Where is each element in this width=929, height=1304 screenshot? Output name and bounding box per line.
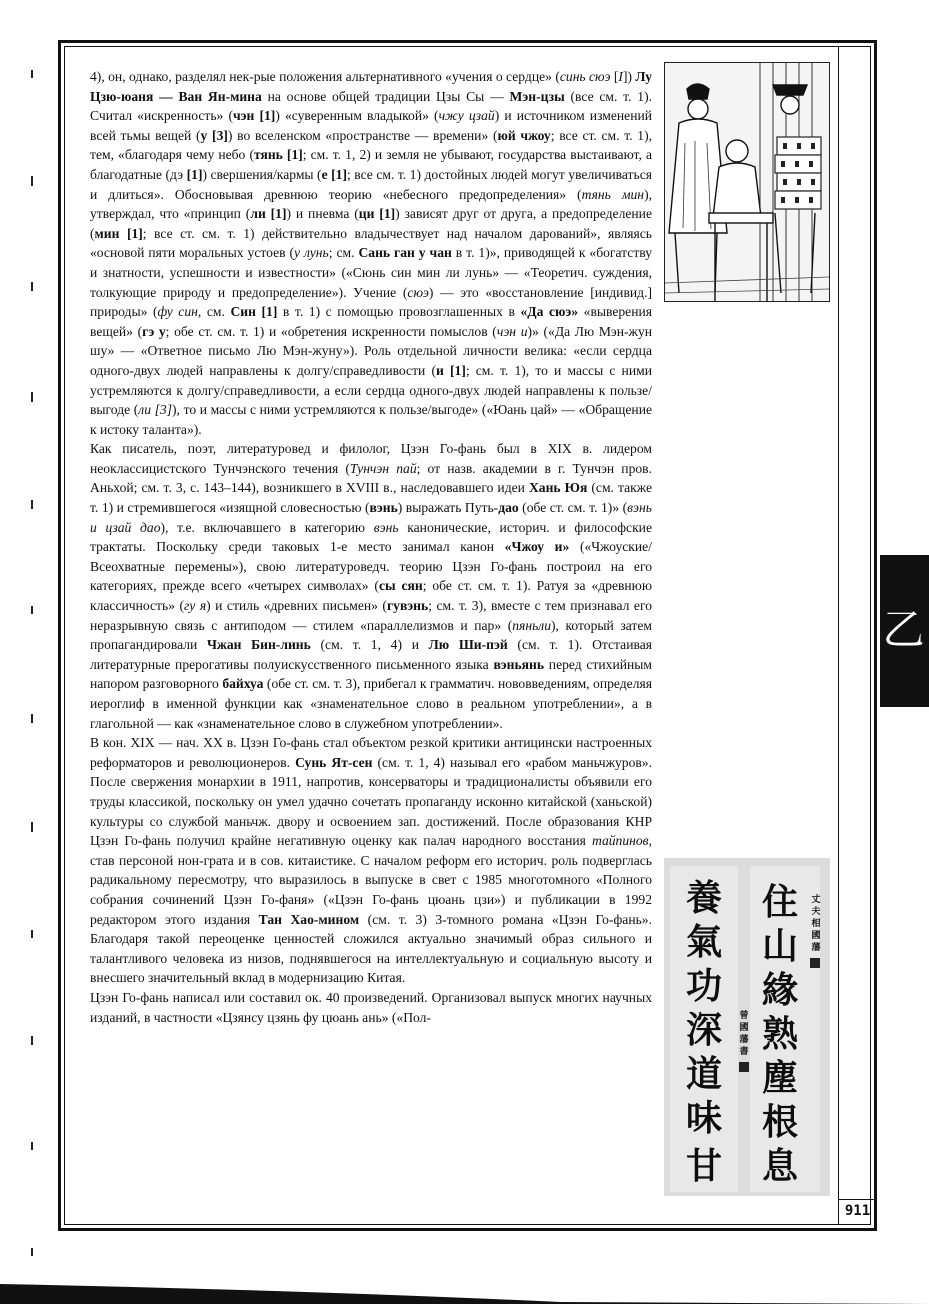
bold-term: чэн [1] (233, 108, 276, 124)
text-run: , см. (197, 304, 231, 320)
text-run: канонические, историч. и философские трактаты. Поскольку среди таковых 1-е место занимал канон (90, 519, 652, 555)
bold-term: и [1] (436, 362, 466, 378)
text-run: ) зависят друг от друга, а предопределение ( (90, 206, 652, 241)
text-run: ) выражать Путь- (397, 500, 499, 516)
calligraphy-left-char-3: 功 (685, 966, 723, 1007)
italic-term: ли [3] (138, 402, 173, 418)
scan-mark (31, 714, 33, 723)
calligraphy-left-char-6: 味 (685, 1098, 723, 1139)
woodcut-illustration (664, 62, 830, 302)
scan-mark (31, 70, 33, 78)
italic-term: сюэ (407, 284, 429, 300)
italic-term: тайпинов (591, 833, 649, 849)
calligraphy-left-char-5: 道 (685, 1054, 723, 1095)
scan-mark (31, 282, 33, 291)
scan-edge-shadow (0, 1278, 929, 1304)
bold-term: у [3] (200, 127, 228, 143)
bold-term: Син [1] (230, 304, 278, 320)
italic-term: Тунчэн пай (349, 460, 417, 476)
paragraph-4 (90, 988, 652, 1027)
text-run: ; все см. т. 1) достойных людей могут увеличиваться и длиться». Обосновывая древнюю теорию «небесного предопределения» ( (90, 166, 652, 202)
text-run: (см. также т. 1) и стремившегося «изящной словесностью ( (90, 480, 652, 516)
italic-term: гу я (184, 598, 207, 614)
italic-term: фу син (157, 304, 198, 320)
text-run: Цзэн Го-фань написал или составил ок. 40 произведений. Организовал выпуск многих научных изданий, в частности «Цзянсу цзянь фу цюань ань» («Пол- (90, 989, 652, 1025)
text-run: в т. 1) с помощью провозглашенных в (277, 304, 521, 320)
calligraphy-right-char-3: 緣 (761, 970, 799, 1011)
bold-term: юй чжоу (497, 127, 551, 143)
seal-stamp-left (739, 1062, 749, 1072)
text-run: )» («Да Лю Мэн-жун шу» — «Ответное письмо Лю Мэн-жуну»). Роль отдельной личности велика: «если сердца одного-двух людей направлены к долгу/справедливости ( (90, 323, 653, 378)
text-run: ), то и массы с ними устремляются к пользе/выгоде» («Юань цай» — «Обращение к истоку таланта»). (90, 402, 653, 437)
inscription-left-char-4: 書 (739, 1047, 749, 1057)
italic-term: пяньли (512, 617, 552, 633)
bold-term: Мэн-цзы (509, 88, 565, 104)
inscription-right-char-4: 國 (811, 931, 821, 941)
text-run: [ (610, 69, 619, 84)
text-run: (все см. т. 1). Считал «искренность» ( (90, 88, 652, 124)
text-run: (см. т. 1, 4) называл его «рабом маньчжуров». После свержения монархии в 1911, напротив, консерваторы и традиционалисты объявили его труды классикой, поскольку он умел удачно сочетать пропаганду исконно китайской (ханьской) культуры со службой маньчж. двору и освоением зап. достижений. После образования КНР Цзэн Го-фань получил крайне негативную оценку как палач народного восстания (90, 754, 653, 849)
side-column-rule (838, 46, 839, 1225)
scan-mark (31, 392, 33, 402)
bold-term: «Чжоу и» (504, 539, 570, 555)
calligraphy-right-char-1: 住 (761, 882, 799, 923)
text-run: (см. т. 3) 3-томного романа «Цзэн Го-фань». Благодаря такой переоценке ценностей сложился актуально значимый образ сильного и талантливого человека из низов, поднявшегося на интеллектуальную и социальную высоту и внесшего значительный вклад в модернизацию Китая. (90, 911, 653, 986)
text-run: ), который затем пропагандировали (90, 617, 652, 653)
italic-term: тянь мин (581, 186, 645, 202)
italic-term: синь сюэ (559, 69, 611, 84)
text-run: «выверения вещей» ( (90, 304, 652, 339)
bold-term: Чжан Бин-линь (207, 637, 311, 653)
text-run: ) «суверенным владыкой» ( (275, 108, 439, 124)
calligraphy-left-char-2: 氣 (685, 922, 723, 963)
bold-term: ли [1] (250, 206, 287, 222)
article-text-column (90, 67, 652, 1027)
bold-term: Лю Ши-пэй (428, 637, 508, 653)
italic-term: у лунь (294, 245, 329, 261)
calligraphy-right-char-5: 塵 (761, 1058, 799, 1099)
text-run: ; все ст. см. т. 1) действительно владычествует над началом дарований», являясь «основой пяти моральных устоев ( (90, 225, 652, 261)
calligraphy-left-char-7: 甘 (685, 1146, 723, 1187)
scan-mark (31, 930, 33, 938)
text-run: ) и пневма ( (286, 206, 359, 222)
paragraph-2 (90, 439, 652, 733)
text-run: ) — это «восстановление [индивид.] природы» ( (90, 284, 652, 320)
scan-mark (31, 822, 33, 832)
calligraphy-right-char-7: 息 (761, 1146, 799, 1187)
scan-mark (31, 1248, 33, 1256)
scan-mark (31, 500, 33, 509)
bold-term: дао (498, 500, 519, 516)
text-run: ), т.е. включавшего в категорию (160, 519, 374, 535)
italic-term: вэнь (373, 519, 399, 535)
text-run: ; см. т. 3), вместе с тем признавал его неразрывную связь с антиподом — стилем «параллелизмов и пар» ( (90, 598, 652, 633)
scan-mark (31, 606, 33, 614)
text-run: , став персоной нон-грата и в сов. китаистике. С началом реформ его историч. роль подверглась радикальному пересмотру, что выразилось в выпуске в свет с 1985 многотомного «Полного собрания сочинений Цзэн Го-фаня» («Цзэн Го-фань цюань цзи») и публикации в 1992 редактором этого издания (90, 833, 652, 927)
bold-term: вэньянь (493, 656, 545, 672)
inscription-right-char-5: 藩 (811, 943, 821, 953)
italic-term: чжу цзай (438, 108, 495, 124)
page-number: 911 (844, 1203, 871, 1219)
bold-term: Тан Хао-мином (258, 911, 360, 927)
text-run: в т. 1)», приводящей к «богатству и знатности, успешности и известности» («Сюнь син мин ли лунь» — «Теоретич. суждения, толкующие природу и предопределение»). Учение ( (90, 245, 653, 300)
calligraphy-right-char-6: 根 (761, 1102, 799, 1143)
seal-stamp-right (810, 958, 820, 968)
inscription-left-char-3: 藩 (739, 1035, 749, 1045)
bold-term: гэ у (142, 323, 166, 339)
calligraphy-right-char-2: 山 (761, 926, 799, 967)
bold-term: сы сян (378, 578, 423, 594)
text-run: ; см. (328, 245, 359, 261)
bold-term: Лу Цзю-юаня — Ван Ян-мина (90, 69, 652, 104)
text-run: 4), он, однако, разделял нек-рые положения альтернативного «учения о сердце» ( (90, 69, 560, 84)
text-run: ; см. т. 1), то и массы с ними устремляются к долгу/справедливости, а если сердца одного-двух людей направлены к пользе/выгоде ( (90, 362, 652, 418)
italic-term: чэн и (496, 323, 528, 339)
scan-mark (31, 1036, 33, 1045)
text-run: ) во вселенском «пространстве — времени» ( (227, 127, 498, 143)
text-run: (обе ст. см. т. 1)» ( (518, 500, 628, 516)
scan-mark (31, 176, 33, 186)
text-run: («Чжоуские/Всеохватные перемены»), свою литературоведч. теорию Цзэн Го-фань построил на его категориях, прежде всего «четырех символах» ( (90, 539, 652, 594)
text-run: ), утверждал, что «принцип ( (90, 186, 652, 222)
text-run: ; от назв. академии в г. Тунчэн пров. Аньхой; см. т. 3, с. 143–144), возникшего в XVIII в., наследовавшего идеи (90, 460, 652, 496)
text-run: перед стихийным напором разговорного (90, 656, 653, 692)
text-run: (см. т. 1). Отстаивая литературные прерогативы полуискусственного письменного языка (90, 637, 652, 672)
bold-term: Хань Юя (528, 480, 588, 496)
bold-term: мин [1] (94, 225, 143, 241)
inscription-left-char-2: 國 (739, 1023, 749, 1033)
text-run: Как писатель, поэт, литературовед и филолог, Цзэн Го-фань был в XIX в. лидером неоклассицистского Тунчэнского течения ( (90, 441, 652, 476)
text-run: ; обе ст. см. т. 1) и «обретения искренности помыслов ( (165, 323, 497, 339)
text-run: ) свершения/кармы ( (202, 166, 322, 182)
text-run: ; обе ст. см. т. 1). Ратуя за «древнюю классичность» ( (90, 578, 652, 614)
bold-term: тянь [1] (253, 147, 303, 163)
text-run: (см. т. 1, 4) и (310, 637, 429, 653)
bold-term: гувэнь (386, 598, 429, 614)
italic-term: I (618, 69, 623, 84)
text-run: ]) (622, 69, 636, 84)
bold-term: вэнь (369, 500, 398, 516)
bold-term: Сань ган у чан (358, 245, 452, 261)
calligraphy-left-char-1: 養 (685, 878, 723, 919)
scan-mark (31, 1142, 33, 1150)
inscription-right-char-1: 丈 (811, 895, 821, 905)
bold-term: байхуа (222, 676, 264, 692)
woodcut-illustration-drawing (665, 63, 829, 301)
text-run: (обе ст. см. т. 3), прибегал к грамматич. нововведениям, определяя иероглиф в именной функции как «знаменательное слово в реальном употреблении», а в глагольной — как «знаменательное слово в служебном употреблении». (90, 676, 652, 731)
calligraphy-right-char-4: 熟 (761, 1014, 799, 1055)
paragraph-3 (90, 733, 652, 988)
calligraphy-left-char-4: 深 (685, 1010, 723, 1051)
bold-term: е [1] (321, 166, 347, 182)
text-run: ; все ст. см. т. 1), тем, «благодаря чему небо ( (90, 127, 653, 163)
text-run: ; см. т. 1, 2) и земля не убывают, государства выстаивают, а благодатные (дэ (90, 147, 652, 182)
inscription-right-char-2: 夫 (811, 907, 821, 917)
bold-term: ци [1] (358, 206, 396, 222)
inscription-right-char-3: 相 (811, 919, 821, 929)
calligraphy-couplet (664, 858, 830, 1196)
text-run: В кон. XIX — нач. XX в. Цзэн Го-фань стал объектом резкой критики антицински настроенных реформаторов и революционеров. (90, 735, 652, 770)
italic-term: вэнь и цзай дао (90, 500, 652, 535)
paragraph-1 (90, 67, 652, 439)
text-run: ) и стиль «древних письмен» ( (206, 598, 387, 614)
bold-term: Сунь Ят-сен (295, 754, 373, 770)
section-tab-glyph: 乙 (882, 605, 925, 654)
text-run: на основе общей традиции Цзы Сы — (261, 88, 510, 104)
text-run: ) и источником изменений всей тьмы вещей ( (90, 108, 653, 143)
inscription-left-char-1: 曾 (739, 1011, 749, 1021)
calligraphy-couplet-drawing (664, 858, 830, 1196)
bold-term: [1] (186, 166, 203, 182)
bold-term: «Да сюэ» (520, 304, 579, 320)
